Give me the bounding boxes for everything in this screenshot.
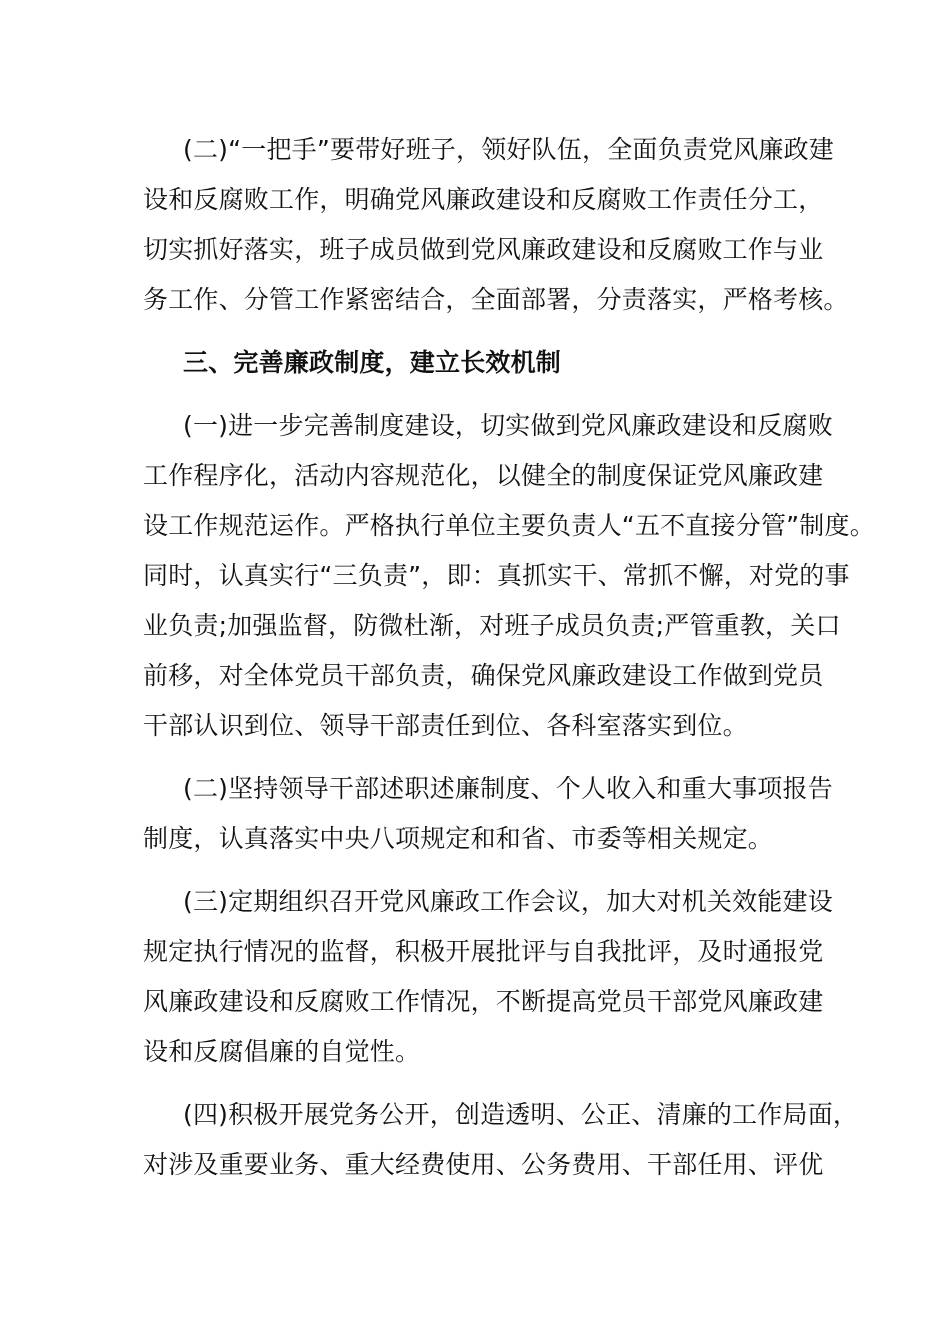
paragraph-line: 工作程序化，活动内容规范化，以健全的制度保证党风廉政建: [143, 461, 824, 490]
paragraph-line: (一)进一步完善制度建设，切实做到党风廉政建设和反腐败: [183, 411, 833, 440]
paragraph-line: 业负责;加强监督，防微杜渐，对班子成员负责;严管重教，关口: [143, 611, 841, 640]
paragraph-line: (二)坚持领导干部述职述廉制度、个人收入和重大事项报告: [183, 774, 833, 803]
paragraph-line: 设和反腐倡廉的自觉性。: [143, 1037, 421, 1066]
paragraph-line: 设工作规范运作。严格执行单位主要负责人“五不直接分管”制度。: [143, 511, 875, 540]
section-heading: 三、完善廉政制度，建立长效机制: [183, 348, 562, 377]
paragraph-line: 务工作、分管工作紧密结合，全面部署，分责落实，严格考核。: [143, 285, 849, 314]
paragraph-line: 风廉政建设和反腐败工作情况，不断提高党员干部党风廉政建: [143, 987, 824, 1016]
paragraph-line: 同时，认真实行“三负责”，即：真抓实干、常抓不懈，对党的事: [143, 561, 850, 590]
paragraph-line: 干部认识到位、领导干部责任到位、各科室落实到位。: [143, 711, 748, 740]
paragraph-line: (二)“一把手”要带好班子，领好队伍，全面负责党风廉政建: [183, 135, 835, 164]
paragraph-line: (三)定期组织召开党风廉政工作会议，加大对机关效能建设: [183, 887, 833, 916]
paragraph-line: 切实抓好落实，班子成员做到党风廉政建设和反腐败工作与业: [143, 235, 824, 264]
paragraph-line: 规定执行情况的监督，积极开展批评与自我批评，及时通报党: [143, 937, 824, 966]
paragraph-line: 对涉及重要业务、重大经费使用、公务费用、干部任用、评优: [143, 1150, 824, 1179]
paragraph-line: 设和反腐败工作，明确党风廉政建设和反腐败工作责任分工，: [143, 185, 824, 214]
paragraph-line: 制度，认真落实中央八项规定和和省、市委等相关规定。: [143, 824, 774, 853]
paragraph-line: (四)积极开展党务公开，创造透明、公正、清廉的工作局面，: [183, 1100, 859, 1129]
paragraph-line: 前移，对全体党员干部负责，确保党风廉政建设工作做到党员: [143, 661, 824, 690]
